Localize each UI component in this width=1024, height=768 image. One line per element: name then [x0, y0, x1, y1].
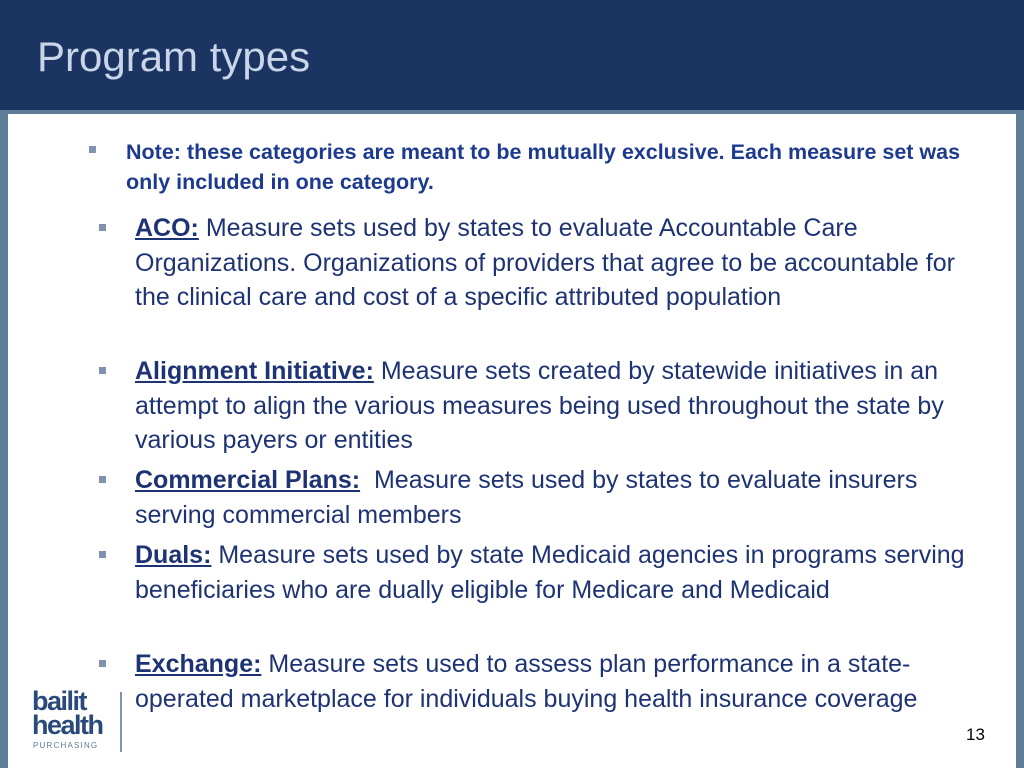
list-item-alignment	[135, 354, 985, 458]
list-item-exchange	[135, 647, 985, 716]
bullet-icon	[99, 660, 106, 667]
page-number: 13	[966, 725, 985, 744]
bailit-health-logo	[32, 688, 132, 754]
item-label: ACO:	[135, 214, 199, 242]
item-label: Commercial Plans:	[135, 466, 361, 494]
logo-line-1: bailit	[32, 686, 87, 716]
slide-header	[0, 0, 1024, 110]
slide-title: Program types	[37, 33, 311, 80]
bullet-icon	[89, 146, 96, 153]
item-text: Measure sets created by statewide initiatives in an attempt to align the various measures being used throughout the state by various payers or entities	[135, 357, 944, 454]
logo-divider	[120, 692, 122, 752]
note-text: Note: these categories are meant to be mutually exclusive. Each measure set was only included in one category.	[126, 140, 961, 194]
bullet-icon	[99, 476, 106, 483]
item-label: Alignment Initiative:	[135, 357, 374, 385]
item-text: Measure sets used by states to evaluate insurers serving commercial members	[135, 466, 925, 529]
item-text: Measure sets used by state Medicaid agencies in programs serving beneficiaries who are dually eligible for Medicare and Medicaid	[135, 541, 965, 604]
logo-line-2: health	[32, 710, 103, 740]
bullet-icon	[99, 367, 106, 374]
bullet-icon	[99, 224, 106, 231]
list-item-commercial	[135, 463, 985, 532]
logo-line-3: PURCHASING	[33, 741, 99, 750]
list-item-aco	[135, 211, 985, 315]
bullet-icon	[99, 551, 106, 558]
item-text: Measure sets used to assess plan performance in a state-operated marketplace for individuals buying health insurance coverage	[135, 650, 918, 713]
item-text: Measure sets used by states to evaluate Accountable Care Organizations. Organizations of providers that agree to be accountable for the clinical care and cost of a specific attributed population	[135, 214, 955, 311]
item-label: Exchange:	[135, 650, 262, 678]
list-item-duals	[135, 538, 985, 607]
item-label: Duals:	[135, 541, 212, 569]
